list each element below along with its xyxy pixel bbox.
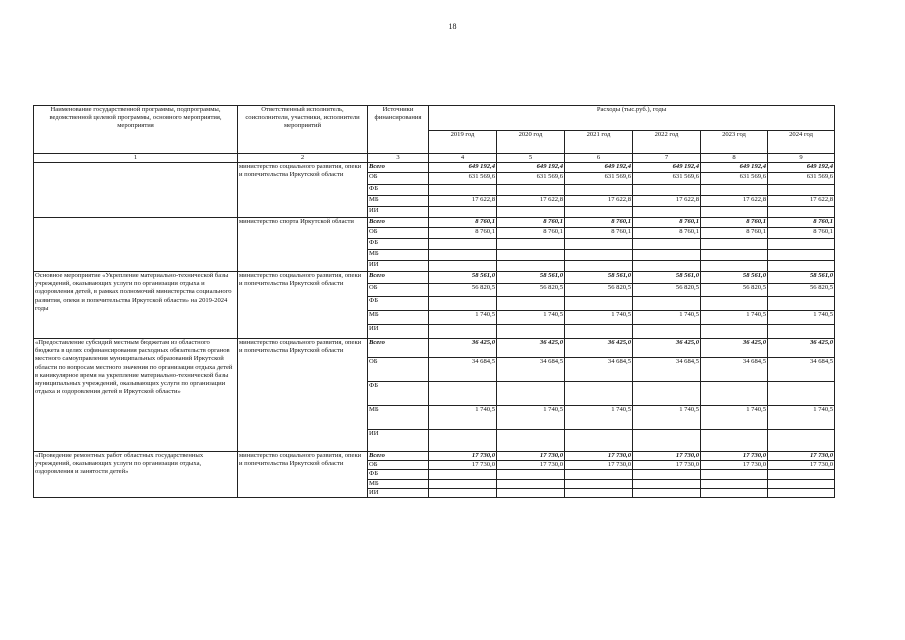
expense-value (633, 479, 701, 488)
expense-value: 56 820,5 (565, 284, 633, 297)
expense-value (701, 430, 768, 452)
expense-value (429, 250, 497, 261)
expense-value: 17 730,0 (768, 461, 835, 470)
funding-source: ОБ (368, 461, 429, 470)
expense-value (701, 207, 768, 218)
expense-value: 8 760,1 (633, 228, 701, 239)
expense-value: 649 192,4 (565, 163, 633, 173)
expense-value (565, 470, 633, 479)
table-row (34, 272, 835, 284)
table-body (34, 163, 835, 498)
expense-value: 17 730,0 (497, 452, 565, 461)
expense-value (633, 297, 701, 311)
expense-value: 56 820,5 (633, 284, 701, 297)
expense-value: 58 561,0 (701, 272, 768, 284)
expense-value: 17 730,0 (497, 461, 565, 470)
expense-value: 56 820,5 (701, 284, 768, 297)
header-name: Наименование государственной программы, подпрограммы, ведомственной целевой программы, основного мероприятия, мероприятия (34, 106, 238, 154)
expense-value: 631 569,6 (497, 173, 565, 185)
funding-source: ОБ (368, 173, 429, 185)
expense-value: 34 684,5 (701, 358, 768, 382)
column-number: 5 (497, 154, 565, 163)
expense-value (701, 479, 768, 488)
expense-value (701, 382, 768, 406)
expense-value (565, 250, 633, 261)
funding-source: Всего (368, 163, 429, 173)
column-number: 1 (34, 154, 238, 163)
expense-value (768, 488, 835, 497)
expense-value (429, 470, 497, 479)
header-year: 2019 год (429, 131, 497, 154)
table-row (34, 339, 835, 358)
expense-value: 17 622,8 (633, 196, 701, 207)
expense-value: 8 760,1 (565, 228, 633, 239)
table-row (34, 163, 835, 173)
header-responsible: Ответственный исполнитель, соисполнители, участники, исполнители мероприятий (238, 106, 368, 154)
funding-source: МБ (368, 406, 429, 430)
table-row (34, 452, 835, 461)
expense-value: 8 760,1 (429, 218, 497, 228)
expense-value: 17 730,0 (701, 452, 768, 461)
expense-value (701, 488, 768, 497)
column-number-row (34, 154, 835, 163)
expense-value: 631 569,6 (768, 173, 835, 185)
expense-value: 56 820,5 (429, 284, 497, 297)
expense-value: 8 760,1 (768, 218, 835, 228)
expense-value: 58 561,0 (497, 272, 565, 284)
expense-value (633, 250, 701, 261)
expense-value (701, 250, 768, 261)
funding-source: ОБ (368, 284, 429, 297)
expense-value (633, 261, 701, 272)
expense-value: 56 820,5 (497, 284, 565, 297)
column-number: 2 (238, 154, 368, 163)
column-number: 3 (368, 154, 429, 163)
expense-value: 1 740,5 (768, 406, 835, 430)
expense-value (565, 382, 633, 406)
header-year: 2024 год (768, 131, 835, 154)
expense-value (768, 297, 835, 311)
expense-value: 58 561,0 (429, 272, 497, 284)
header-year: 2022 год (633, 131, 701, 154)
expense-value: 1 740,5 (497, 406, 565, 430)
expense-value: 34 684,5 (565, 358, 633, 382)
expense-value (633, 470, 701, 479)
column-number: 9 (768, 154, 835, 163)
expense-value: 17 730,0 (429, 452, 497, 461)
expense-value (701, 470, 768, 479)
expense-value: 36 425,0 (633, 339, 701, 358)
funding-source: Всего (368, 339, 429, 358)
table-row (34, 218, 835, 228)
expense-value (497, 297, 565, 311)
expense-value (768, 250, 835, 261)
activity-name: Основное мероприятие «Укрепление материально-технической базы учреждений, оказывающих услуги по организации отдыха и оздоровления детей, в рамках полномочий министерства социального развития, опеки и попечительства Иркутской области» на 2019-2024 годы (34, 272, 238, 339)
expense-value: 58 561,0 (565, 272, 633, 284)
expense-value (633, 207, 701, 218)
responsible-executor: министерство социального развития, опеки и попечительства Иркутской области (238, 339, 368, 452)
expense-value: 8 760,1 (768, 228, 835, 239)
expense-value (429, 479, 497, 488)
header-year: 2020 год (497, 131, 565, 154)
expense-value (701, 297, 768, 311)
expense-value (497, 479, 565, 488)
expense-value (633, 185, 701, 196)
funding-source: ФБ (368, 239, 429, 250)
header-source: Источники финансирования (368, 106, 429, 154)
header-year: 2023 год (701, 131, 768, 154)
expense-value (633, 239, 701, 250)
expense-value (768, 430, 835, 452)
funding-source: ИИ (368, 207, 429, 218)
expense-value: 17 622,8 (768, 196, 835, 207)
expense-value: 649 192,4 (429, 163, 497, 173)
expense-value (565, 239, 633, 250)
expense-value: 58 561,0 (768, 272, 835, 284)
expense-value (497, 470, 565, 479)
expense-value: 1 740,5 (565, 406, 633, 430)
activity-name: «Проведение ремонтных работ областных государственных учреждений, оказывающих услуги по организации отдыха, оздоровления и занятости детей» (34, 452, 238, 498)
expense-value: 1 740,5 (633, 311, 701, 325)
expense-value (633, 488, 701, 497)
expense-value: 1 740,5 (497, 311, 565, 325)
expense-value: 36 425,0 (429, 339, 497, 358)
expense-value: 17 730,0 (633, 461, 701, 470)
expense-value: 649 192,4 (497, 163, 565, 173)
expense-value: 36 425,0 (701, 339, 768, 358)
expense-value: 631 569,6 (429, 173, 497, 185)
expense-value (429, 382, 497, 406)
column-number: 8 (701, 154, 768, 163)
expense-value (429, 325, 497, 339)
activity-name (34, 218, 238, 272)
expense-value (429, 207, 497, 218)
expense-value: 8 760,1 (701, 228, 768, 239)
expense-value (701, 261, 768, 272)
responsible-executor: министерство спорта Иркутской области (238, 218, 368, 272)
expense-value (429, 297, 497, 311)
expense-value (768, 470, 835, 479)
page-number: 18 (448, 22, 457, 31)
expense-value (633, 382, 701, 406)
expense-value (768, 382, 835, 406)
expense-value: 649 192,4 (633, 163, 701, 173)
expense-value (768, 239, 835, 250)
expense-value (565, 325, 633, 339)
expense-value (701, 325, 768, 339)
funding-source: ИИ (368, 430, 429, 452)
activity-name (34, 163, 238, 218)
funding-source: ИИ (368, 261, 429, 272)
expense-value: 1 740,5 (633, 406, 701, 430)
expense-value (497, 185, 565, 196)
expense-value: 631 569,6 (633, 173, 701, 185)
expense-value: 36 425,0 (565, 339, 633, 358)
header-year: 2021 год (565, 131, 633, 154)
funding-source: ОБ (368, 228, 429, 239)
funding-source: ИИ (368, 488, 429, 497)
expense-value (497, 261, 565, 272)
expense-value (429, 261, 497, 272)
expense-value: 17 730,0 (768, 452, 835, 461)
expense-value (565, 207, 633, 218)
expense-value: 8 760,1 (497, 228, 565, 239)
funding-source: ФБ (368, 382, 429, 406)
expense-value: 17 622,8 (701, 196, 768, 207)
expense-value: 36 425,0 (768, 339, 835, 358)
expense-value: 1 740,5 (701, 406, 768, 430)
expense-value: 631 569,6 (565, 173, 633, 185)
funding-source: ИИ (368, 325, 429, 339)
expense-value (633, 430, 701, 452)
expense-value (497, 430, 565, 452)
expense-value (429, 430, 497, 452)
expense-value: 1 740,5 (768, 311, 835, 325)
column-number: 6 (565, 154, 633, 163)
expense-value (565, 297, 633, 311)
funding-source: МБ (368, 250, 429, 261)
budget-table (33, 105, 835, 498)
expense-value (701, 185, 768, 196)
column-number: 4 (429, 154, 497, 163)
expense-value (565, 261, 633, 272)
expense-value (497, 207, 565, 218)
expense-value (768, 479, 835, 488)
funding-source: Всего (368, 452, 429, 461)
expense-value: 17 730,0 (701, 461, 768, 470)
expense-value: 17 730,0 (565, 461, 633, 470)
expense-value: 649 192,4 (768, 163, 835, 173)
expense-value (429, 488, 497, 497)
funding-source: ФБ (368, 470, 429, 479)
responsible-executor: министерство социального развития, опеки и попечительства Иркутской области (238, 163, 368, 218)
expense-value: 8 760,1 (565, 218, 633, 228)
expense-value: 17 730,0 (565, 452, 633, 461)
expense-value (768, 261, 835, 272)
expense-value: 8 760,1 (701, 218, 768, 228)
expense-value (429, 239, 497, 250)
expense-value: 1 740,5 (565, 311, 633, 325)
expense-value: 56 820,5 (768, 284, 835, 297)
expense-value (497, 382, 565, 406)
expense-value: 34 684,5 (768, 358, 835, 382)
header-expenses: Расходы (тыс.руб.), годы (429, 106, 835, 131)
expense-value: 17 730,0 (429, 461, 497, 470)
funding-source: ФБ (368, 185, 429, 196)
expense-value: 58 561,0 (633, 272, 701, 284)
expense-value: 34 684,5 (633, 358, 701, 382)
expense-value: 649 192,4 (701, 163, 768, 173)
expense-value (633, 325, 701, 339)
expense-value (497, 239, 565, 250)
expense-value (565, 430, 633, 452)
expense-value (768, 325, 835, 339)
expense-value (768, 185, 835, 196)
activity-name: «Предоставление субсидий местным бюджетам из областного бюджета в целях софинансирования расходных обязательств органов местного самоуправления муниципальных образований Иркутской области по вопросам местного значения по организации отдыха детей в каникулярное время на укрепление материально-технической базы муниципальных учреждений, оказывающих услуги по организации отдыха и оздоровления детей в Иркутской области» (34, 339, 238, 452)
funding-source: Всего (368, 218, 429, 228)
expense-value (565, 488, 633, 497)
expense-value: 17 622,8 (497, 196, 565, 207)
funding-source: МБ (368, 196, 429, 207)
responsible-executor: министерство социального развития, опеки и попечительства Иркутской области (238, 452, 368, 498)
funding-source: МБ (368, 479, 429, 488)
expense-value: 1 740,5 (429, 311, 497, 325)
expense-value (768, 207, 835, 218)
responsible-executor: министерство социального развития, опеки и попечительства Иркутской области (238, 272, 368, 339)
expense-value: 17 622,8 (429, 196, 497, 207)
expense-value (497, 250, 565, 261)
expense-value: 17 730,0 (633, 452, 701, 461)
expense-value: 8 760,1 (429, 228, 497, 239)
expense-value: 1 740,5 (429, 406, 497, 430)
column-number: 7 (633, 154, 701, 163)
expense-value (701, 239, 768, 250)
funding-source: МБ (368, 311, 429, 325)
funding-source: ФБ (368, 297, 429, 311)
expense-value: 34 684,5 (497, 358, 565, 382)
expense-value (565, 185, 633, 196)
expense-value: 8 760,1 (633, 218, 701, 228)
expense-value (497, 488, 565, 497)
expense-value: 36 425,0 (497, 339, 565, 358)
expense-value (565, 479, 633, 488)
expense-value: 17 622,8 (565, 196, 633, 207)
expense-value: 631 569,6 (701, 173, 768, 185)
expense-value (497, 325, 565, 339)
expense-value: 1 740,5 (701, 311, 768, 325)
funding-source: ОБ (368, 358, 429, 382)
expense-value: 34 684,5 (429, 358, 497, 382)
expense-value (429, 185, 497, 196)
funding-source: Всего (368, 272, 429, 284)
expense-value: 8 760,1 (497, 218, 565, 228)
